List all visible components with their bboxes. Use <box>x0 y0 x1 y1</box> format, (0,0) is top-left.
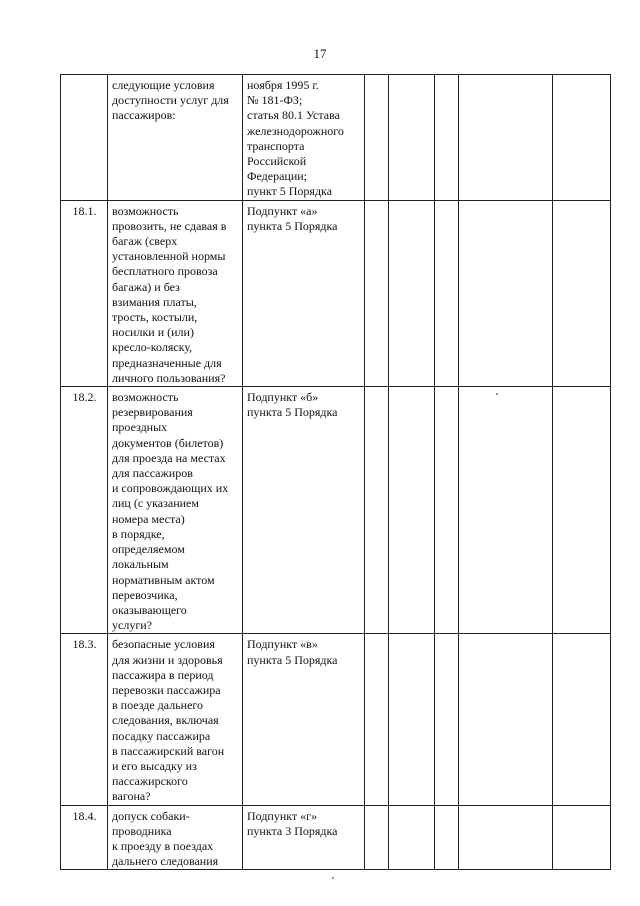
question-cell: следующие условия доступности услуг для пассажиров: <box>108 75 243 201</box>
notes-cell <box>459 200 553 386</box>
question-cell: возможность резервирования проездных документов (билетов) для проезда на местах для пассажиров и сопровождающих их лиц (с указанием номера места) в порядке, определяемом локальным нормативным актом перевозчика, оказывающего услуги? <box>108 387 243 634</box>
answer-no-cell <box>389 75 435 201</box>
answer-no-cell <box>389 805 435 870</box>
page-number: 17 <box>313 46 327 61</box>
reference-cell: ноября 1995 г. № 181-ФЗ; статья 80.1 Устава железнодорожного транспорта Российской Федерации; пункт 5 Порядка <box>243 75 365 201</box>
question-cell: допуск собаки- проводника к проезду в поездах дальнего следования <box>108 805 243 870</box>
table-row <box>61 634 611 805</box>
row-number: 18.4. <box>61 805 108 870</box>
notes-cell <box>459 75 553 201</box>
notes-cell <box>459 387 553 634</box>
reference-cell: Подпункт «а» пункта 5 Порядка <box>243 200 365 386</box>
row-number: 18.2. <box>61 387 108 634</box>
table-row <box>61 387 611 634</box>
answer-no-cell <box>389 200 435 386</box>
extra-cell <box>553 634 611 805</box>
answer-yes-cell <box>365 387 389 634</box>
reference-cell: Подпункт «в» пункта 5 Порядка <box>243 634 365 805</box>
question-cell: возможность провозить, не сдавая в багаж (сверх установленной нормы бесплатного провоза багажа) и без взимания платы, трость, костыли, носилки и (или) кресло-коляску, предназначенные для личного пользования? <box>108 200 243 386</box>
answer-na-cell <box>435 75 459 201</box>
extra-cell <box>553 805 611 870</box>
table-row <box>61 200 611 386</box>
scan-speck <box>496 393 498 395</box>
question-cell: безопасные условия для жизни и здоровья пассажира в период перевозки пассажира в поезде дальнего следования, включая посадку пассажира в пассажирский вагон и его высадку из пассажирского вагона? <box>108 634 243 805</box>
answer-na-cell <box>435 200 459 386</box>
extra-cell <box>553 387 611 634</box>
answer-yes-cell <box>365 75 389 201</box>
notes-cell <box>459 805 553 870</box>
reference-cell: Подпункт «г» пункта 3 Порядка <box>243 805 365 870</box>
answer-na-cell <box>435 634 459 805</box>
scan-speck <box>332 877 334 879</box>
answer-yes-cell <box>365 634 389 805</box>
answer-no-cell <box>389 634 435 805</box>
answer-no-cell <box>389 387 435 634</box>
checklist-table <box>60 74 611 870</box>
table-row <box>61 75 611 201</box>
answer-yes-cell <box>365 805 389 870</box>
answer-na-cell <box>435 387 459 634</box>
answer-na-cell <box>435 805 459 870</box>
row-number <box>61 75 108 201</box>
answer-yes-cell <box>365 200 389 386</box>
table-row <box>61 805 611 870</box>
extra-cell <box>553 75 611 201</box>
row-number: 18.3. <box>61 634 108 805</box>
extra-cell <box>553 200 611 386</box>
reference-cell: Подпункт «б» пункта 5 Порядка <box>243 387 365 634</box>
row-number: 18.1. <box>61 200 108 386</box>
notes-cell <box>459 634 553 805</box>
